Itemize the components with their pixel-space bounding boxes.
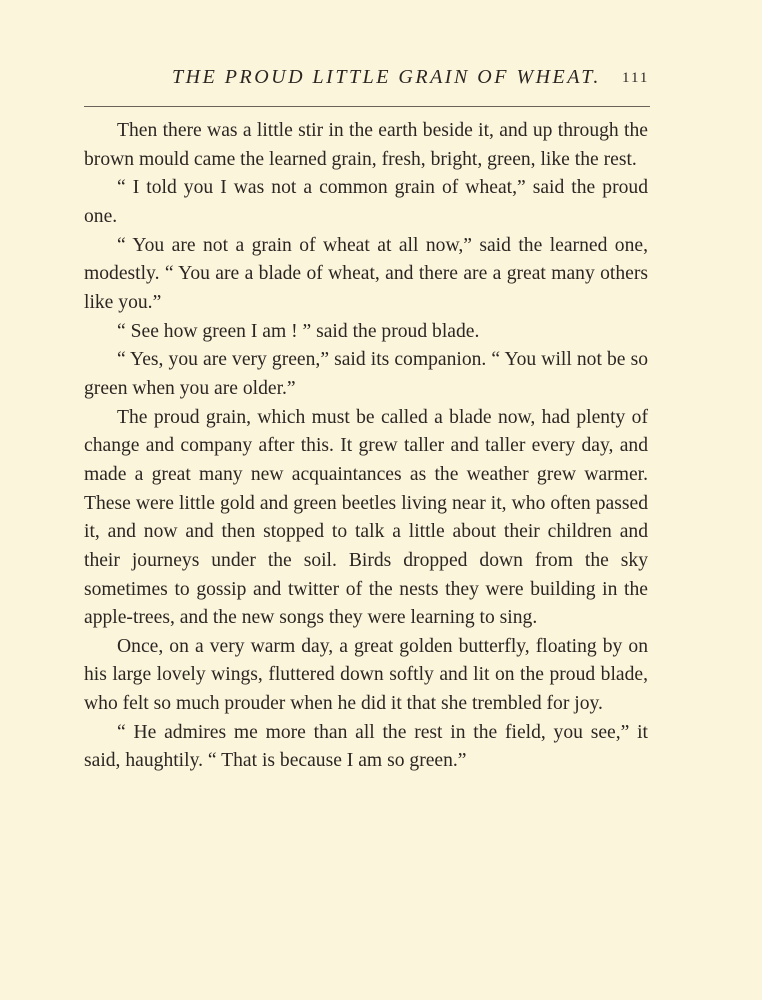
paragraph: Once, on a very warm day, a great golden butterfly, floating by on his large lovely wings, fluttered down softly and lit on the proud blade, who felt so much prouder when he did it that she trembled for joy. <box>84 635 648 715</box>
running-head <box>0 66 762 102</box>
paragraph: “ He admires me more than all the rest in the field, you see,” it said, haughtily. “ That is because I am so green.” <box>84 721 648 772</box>
body-text <box>84 117 648 776</box>
paragraph: “ See how green I am ! ” said the proud blade. <box>117 320 480 342</box>
paragraph: “ I told you I was not a common grain of wheat,” said the proud one. <box>84 177 648 227</box>
paragraph: The proud grain, which must be called a blade now, had plenty of change and company after this. It grew taller and taller every day, and made a great many new acquaintances as the weather grew warmer. These were little gold and green beetles living near it, who often passed it, and now and then stopped to talk a little about their children and their journeys under the soil. Birds dropped down from the sky sometimes to gossip and twitter of the nests they were building in the apple-trees, and the new songs they were learning to sing. <box>84 406 648 629</box>
paragraph: “ You are not a grain of wheat at all now,” said the learned one, modestly. “ You are a blade of wheat, and there are a great many others like you.” <box>84 234 648 313</box>
paragraph: “ Yes, you are very green,” said its companion. “ You will not be so green when you are older.” <box>84 349 648 399</box>
header-rule <box>84 106 650 107</box>
page-number: 111 <box>622 70 650 86</box>
running-title: THE PROUD LITTLE GRAIN OF WHEAT. <box>172 66 601 88</box>
paragraph: Then there was a little stir in the earth beside it, and up through the brown mould came the learned grain, fresh, bright, green, like the rest. <box>84 120 648 170</box>
